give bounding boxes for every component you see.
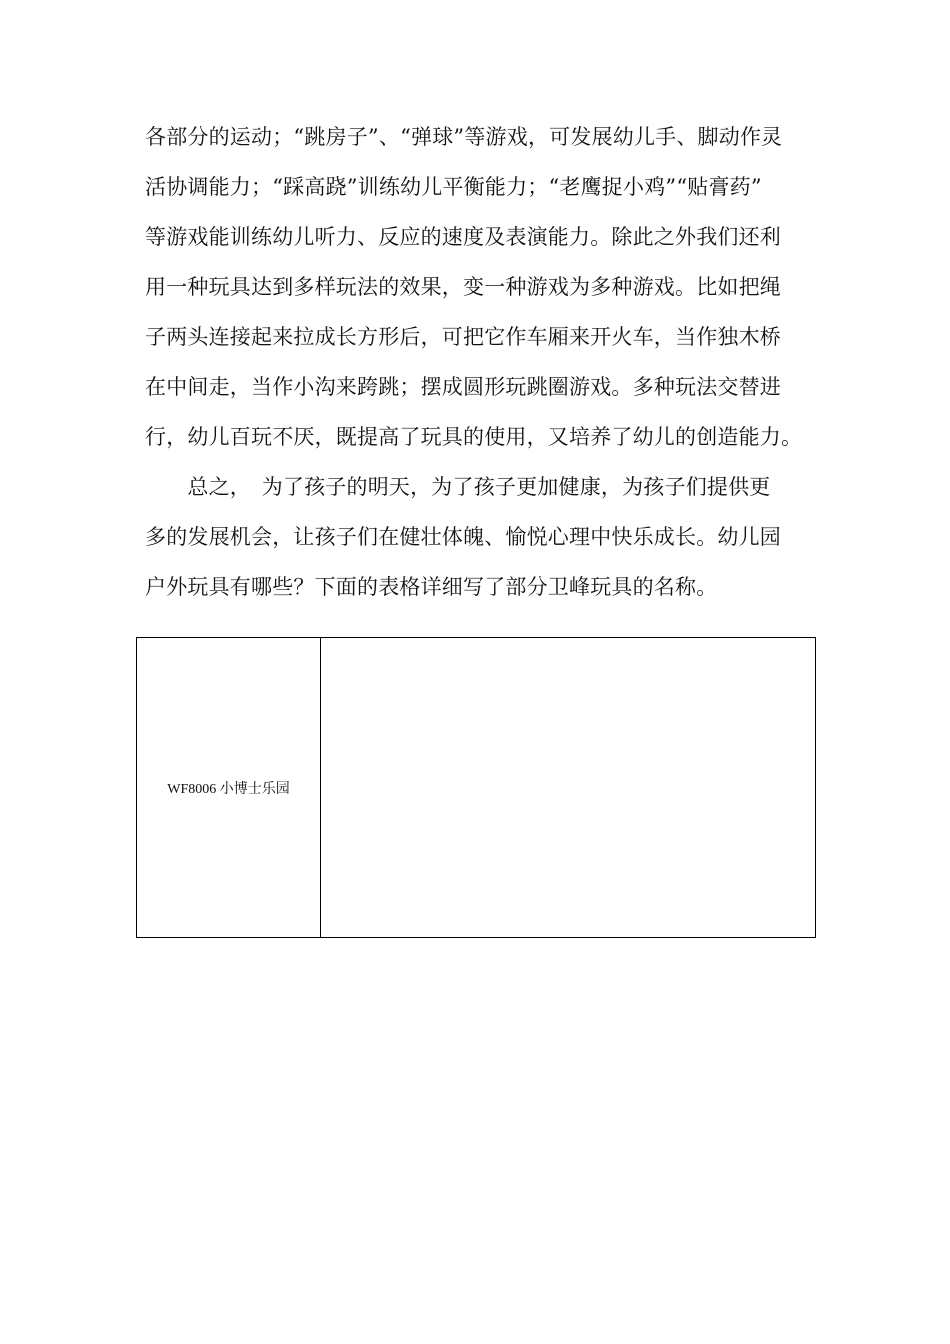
product-name-label: WF8006 小博士乐园	[167, 781, 290, 797]
product-image-cell	[321, 638, 815, 937]
paragraph-line: 多的发展机会，让孩子们在健壮体魄、愉悦心理中快乐成长。幼儿园	[145, 525, 781, 549]
paragraph-line: 各部分的运动；“跳房子”、“弹球”等游戏，可发展幼儿手、脚动作灵	[145, 125, 783, 149]
paragraph-line: 在中间走，当作小沟来跨跳；摆成圆形玩跳圈游戏。多种玩法交替进	[145, 375, 781, 399]
product-table	[136, 637, 816, 938]
product-name-cell	[137, 638, 320, 937]
paragraph-line: 总之， 为了孩子的明天，为了孩子更加健康，为孩子们提供更	[145, 475, 771, 499]
paragraph-line: 活协调能力；“踩高跷”训练幼儿平衡能力；“老鹰捉小鸡”“贴膏药”	[145, 175, 762, 199]
paragraph-line: 用一种玩具达到多样玩法的效果，变一种游戏为多种游戏。比如把绳	[145, 275, 781, 299]
paragraph-line: 户外玩具有哪些？下面的表格详细写了部分卫峰玩具的名称。	[145, 575, 718, 599]
document-body-text	[145, 112, 809, 612]
paragraph-line: 等游戏能训练幼儿听力、反应的速度及表演能力。除此之外我们还利	[145, 225, 781, 249]
paragraph-line: 子两头连接起来拉成长方形后，可把它作车厢来开火车，当作独木桥	[145, 325, 781, 349]
paragraph-line: 行，幼儿百玩不厌，既提高了玩具的使用，又培养了幼儿的创造能力。	[145, 425, 803, 449]
